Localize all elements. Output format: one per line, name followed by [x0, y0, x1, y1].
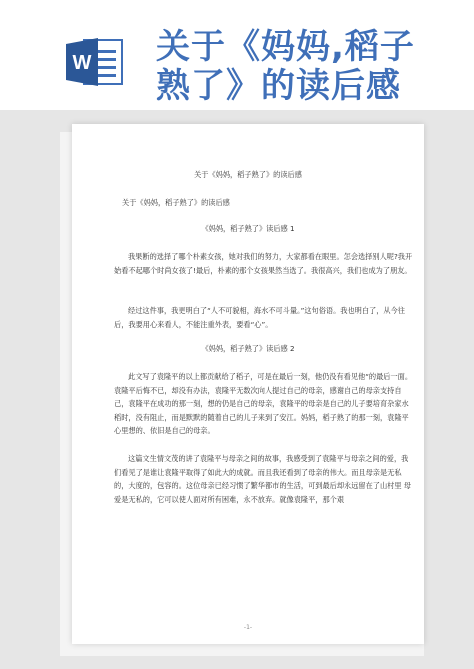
page-title: [156, 28, 415, 106]
section1-title: 《妈妈，稻子熟了》读后感 1: [201, 224, 295, 233]
banner: [0, 0, 474, 118]
title-line-1: 关于《妈妈,稻子: [156, 27, 415, 67]
word-icon-letter: W: [72, 52, 92, 74]
document-page: [72, 124, 424, 644]
section1-paragraph-1: 我果断的选择了哪个朴素女孩，她对我们的努力，大家都看在眼里。怎会选择别人呢?我开始看不起哪个时尚女孩了!最后，朴素的那个女孩果然当选了。我很高兴，我们也成为了朋友。: [114, 252, 413, 275]
section2-title: 《妈妈，稻子熟了》读后感 2: [201, 344, 295, 353]
doc-header-title: 关于《妈妈，稻子熟了》的读后感: [194, 170, 302, 179]
page-number: -1-: [243, 624, 253, 631]
word-document-icon: [66, 36, 124, 88]
title-line-2: 熟了》的读后感: [156, 66, 401, 106]
document-preview: [0, 110, 474, 669]
doc-subtitle: 关于《妈妈，稻子熟了》的读后感: [122, 198, 230, 207]
section2-paragraph-2: 这篇文生情文茂的讲了袁隆平与母亲之间的故事，我感受到了袁隆平与母亲之间的爱，我们看见了是谁让袁隆平取得了如此大的成就。而且我还看到了母亲的伟大。而且母亲是无私的，大度的，包容的。这位母亲已经习惯了繁华都市的生活，可到最后却永远留在了山村里 母爱是无私的，它可以使人面对所有困难，永不放弃。就像袁隆平，那个艰: [114, 454, 411, 504]
section1-paragraph-2: 经过这件事，我更明白了“人不可貌相，海水不可斗量。”这句俗语。我也明白了，从今往后，我要用心来看人，不能注重外表，要看“心”。: [114, 306, 405, 329]
section2-paragraph-1: 此文写了袁隆平的以上都贡献给了稻子，可是在最后一刻，他仍没有看见他“的最后一面。袁隆平后悔不已，却没有办法，袁隆平无数次向人提过自己的母亲，感谢自己的母亲支持自己，袁隆平在成功的那一刻，想的仍是自己的母亲，袁隆平的母亲是自己的儿子要培育杂家水稻时，没有阻止，而是默默的随着自己的儿子来到了安江。妈妈，稻子熟了的那一刻，袁隆平心里想的、依旧是自己的母亲。: [114, 372, 413, 435]
